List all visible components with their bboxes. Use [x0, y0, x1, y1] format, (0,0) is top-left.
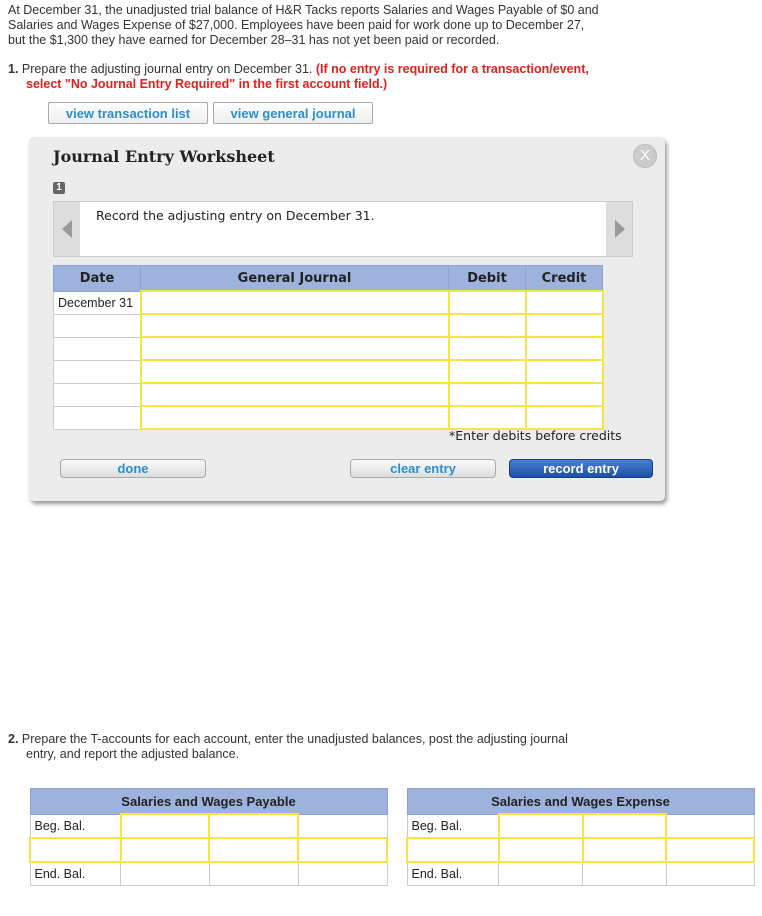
credit-input[interactable] — [583, 814, 667, 838]
credit-input[interactable] — [209, 838, 298, 862]
debit-input[interactable] — [449, 314, 526, 337]
debit-input[interactable] — [499, 814, 583, 838]
problem-intro — [8, 3, 638, 48]
debit-input[interactable] — [121, 838, 210, 862]
date-cell[interactable]: December 31 — [54, 291, 141, 314]
question-number: 2. — [8, 732, 19, 746]
table-row — [54, 383, 603, 406]
table-row — [30, 862, 387, 886]
debit-input[interactable] — [449, 360, 526, 383]
question-instruction: select "No Journal Entry Required" in the first account field.) — [26, 77, 388, 91]
next-arrow-icon[interactable] — [606, 202, 632, 256]
table-row — [407, 814, 754, 838]
credit-input[interactable] — [209, 814, 298, 838]
close-icon[interactable]: X — [633, 144, 657, 168]
question-1 — [8, 62, 648, 92]
instruction-text: Record the adjusting entry on December 31. — [96, 208, 375, 223]
intro-line: Salaries and Wages Expense of $27,000. Employees have been paid for work done up to December 27, — [8, 18, 585, 32]
credit-input[interactable] — [526, 337, 603, 360]
table-row — [54, 406, 603, 429]
debit-input[interactable] — [449, 383, 526, 406]
journal-table — [53, 265, 604, 430]
table-row — [407, 862, 754, 886]
t-account-title: Salaries and Wages Expense — [407, 789, 754, 815]
credit-input[interactable] — [209, 862, 298, 886]
credit-amount[interactable] — [298, 814, 387, 838]
label-input[interactable] — [407, 838, 499, 862]
credit-input[interactable] — [526, 360, 603, 383]
record-entry-button[interactable]: record entry — [509, 459, 653, 478]
clear-entry-button[interactable]: clear entry — [350, 459, 496, 478]
date-cell — [54, 360, 141, 383]
column-header-debit: Debit — [449, 266, 526, 292]
done-button[interactable]: done — [60, 459, 206, 478]
table-row — [30, 838, 387, 862]
credit-amount[interactable] — [298, 862, 387, 886]
label-input[interactable] — [30, 838, 121, 862]
intro-line: but the $1,300 they have earned for December 28–31 has not yet been paid or recorded. — [8, 33, 500, 47]
table-row — [30, 814, 387, 838]
debit-input[interactable] — [449, 291, 526, 314]
instruction-panel — [53, 201, 633, 257]
credit-input[interactable] — [583, 862, 667, 886]
table-row — [54, 360, 603, 383]
question-text: Prepare the T-accounts for each account, enter the unadjusted balances, post the adjusting journal — [21, 732, 568, 746]
column-header-general-journal: General Journal — [141, 266, 449, 292]
debit-input[interactable] — [499, 862, 583, 886]
journal-entry-worksheet — [29, 137, 665, 501]
debits-note: *Enter debits before credits — [449, 428, 622, 443]
debit-input[interactable] — [499, 838, 583, 862]
credit-input[interactable] — [526, 406, 603, 429]
account-input[interactable] — [141, 383, 449, 406]
column-header-credit: Credit — [526, 266, 603, 292]
beg-bal-label: Beg. Bal. — [407, 814, 499, 838]
question-2 — [8, 732, 638, 762]
date-cell — [54, 314, 141, 337]
account-input[interactable] — [141, 291, 449, 314]
beg-bal-label: Beg. Bal. — [30, 814, 121, 838]
t-account-title: Salaries and Wages Payable — [30, 789, 387, 815]
credit-amount[interactable] — [666, 862, 754, 886]
account-input[interactable] — [141, 406, 449, 429]
table-row — [54, 291, 603, 314]
table-row — [407, 838, 754, 862]
end-bal-label: End. Bal. — [30, 862, 121, 886]
date-cell — [54, 337, 141, 360]
step-badge: 1 — [53, 182, 65, 194]
credit-amount[interactable] — [298, 838, 387, 862]
account-input[interactable] — [141, 314, 449, 337]
question-number: 1. — [8, 62, 19, 76]
prev-arrow-icon[interactable] — [54, 202, 80, 256]
credit-input[interactable] — [583, 838, 667, 862]
intro-line: At December 31, the unadjusted trial balance of H&R Tacks reports Salaries and Wages Payable of $0 and — [8, 3, 599, 17]
column-header-date: Date — [54, 266, 141, 292]
debit-input[interactable] — [449, 337, 526, 360]
credit-amount[interactable] — [666, 814, 754, 838]
table-row — [54, 337, 603, 360]
credit-input[interactable] — [526, 383, 603, 406]
date-cell — [54, 383, 141, 406]
worksheet-title: Journal Entry Worksheet — [53, 147, 275, 166]
credit-input[interactable] — [526, 314, 603, 337]
debit-input[interactable] — [449, 406, 526, 429]
t-account-payable — [29, 788, 388, 886]
credit-amount[interactable] — [666, 838, 754, 862]
table-row — [54, 314, 603, 337]
account-input[interactable] — [141, 360, 449, 383]
question-instruction: (If no entry is required for a transaction/event, — [315, 62, 589, 76]
credit-input[interactable] — [526, 291, 603, 314]
question-text: entry, and report the adjusted balance. — [26, 747, 240, 761]
end-bal-label: End. Bal. — [407, 862, 499, 886]
account-input[interactable] — [141, 337, 449, 360]
debit-input[interactable] — [121, 862, 210, 886]
t-account-expense — [406, 788, 755, 886]
debit-input[interactable] — [121, 814, 210, 838]
view-general-journal-button[interactable]: view general journal — [213, 102, 373, 124]
question-text: Prepare the adjusting journal entry on December 31. — [21, 62, 313, 76]
view-transaction-list-button[interactable]: view transaction list — [48, 102, 208, 124]
date-cell — [54, 406, 141, 429]
